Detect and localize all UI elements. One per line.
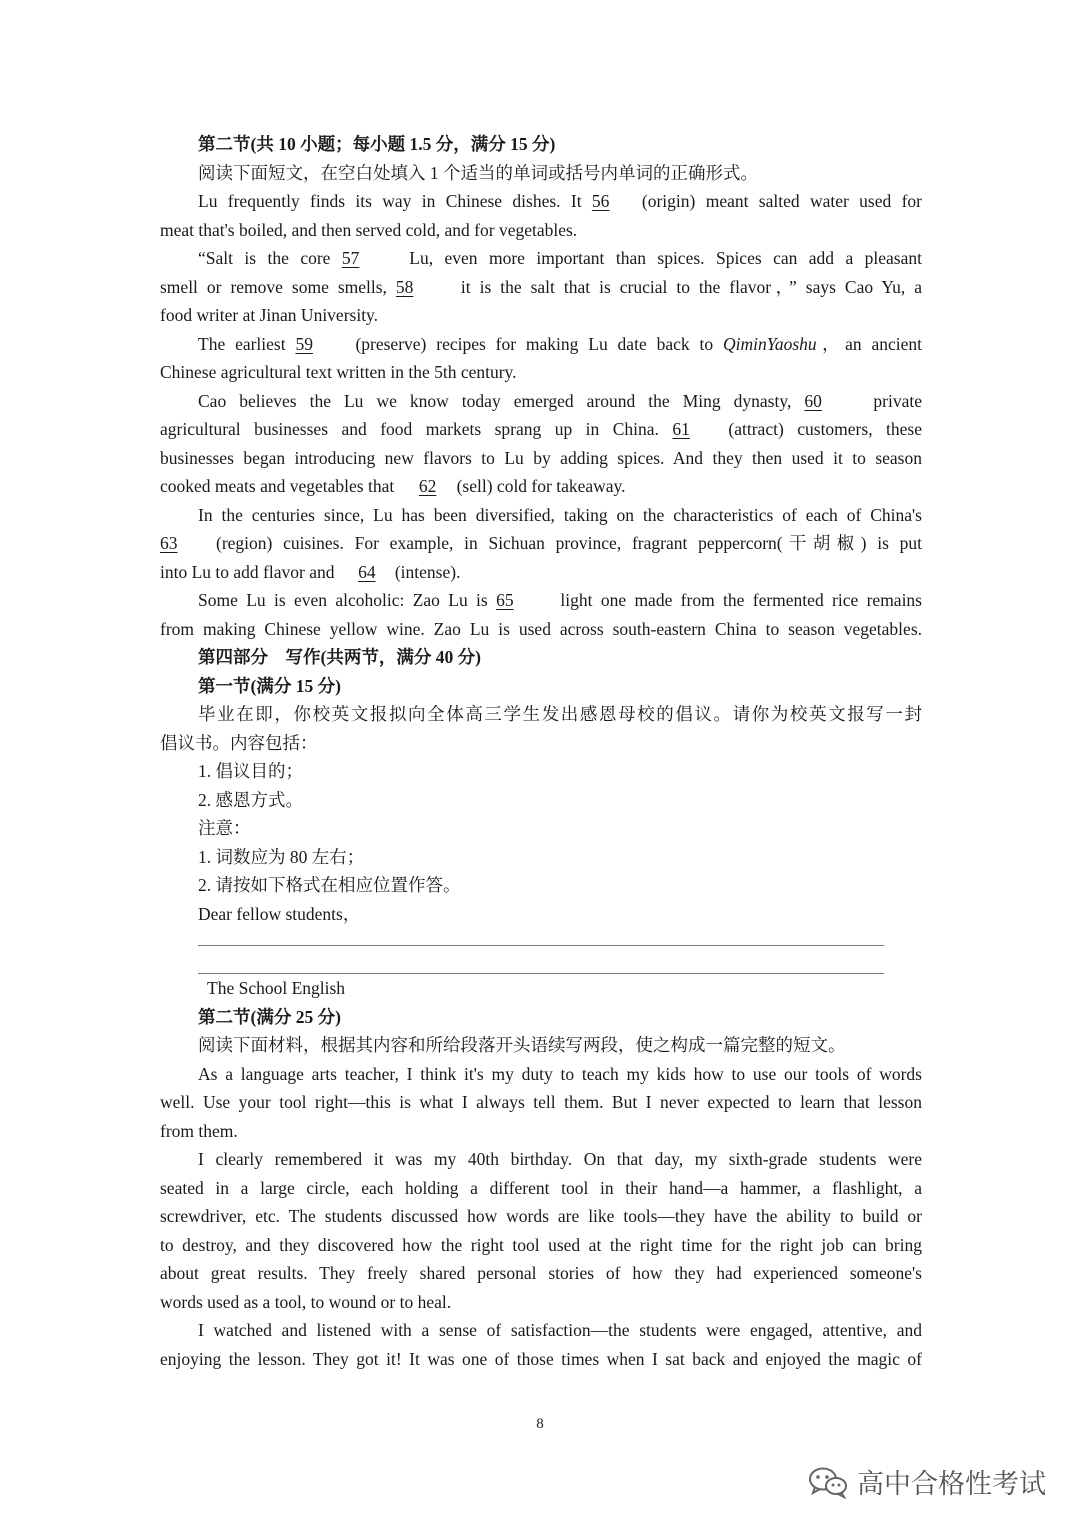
- blank-59: 59: [295, 333, 313, 354]
- paragraph-line: to destroy, and they discovered how the right tool used at the right time for the right job can bring: [160, 1234, 922, 1255]
- list-item: 1. 词数应为 80 左右；: [198, 846, 365, 867]
- paragraph-line: screwdriver, etc. The students discussed how words are like tools—they have the ability to build or: [160, 1206, 922, 1226]
- notes-label: 注意：: [198, 818, 251, 838]
- instruction: 阅读下面材料，根据其内容和所给段落开头语续写两段，使之构成一篇完整的短文。: [198, 1035, 846, 1055]
- section-heading: 第二节(满分 25 分): [198, 1006, 341, 1027]
- watermark-text: 高中合格性考试: [857, 1469, 1046, 1500]
- paragraph-line: In the centuries since, Lu has been diversified, taking on the characteristics of each of China's: [198, 504, 922, 525]
- paragraph-line: enjoying the lesson. They got it! It was one of those times when I sat back and enjoyed the magic of: [160, 1348, 922, 1369]
- blank-60: 60: [804, 390, 822, 411]
- part-heading: 第四部分 写作(共两节，满分 40 分): [198, 647, 481, 667]
- paragraph-line: Some Lu is even alcoholic: Zao Lu is 65 light one made from the fermented rice remains: [160, 586, 922, 615]
- greeting: Dear fellow students，: [198, 903, 361, 924]
- instruction: 倡议书。内容包括：: [160, 732, 318, 753]
- paragraph-line: The earliest 59 (preserve) recipes for making Lu date back to QiminYaoshu，an ancient: [160, 330, 922, 359]
- blank-61: 61: [672, 419, 690, 439]
- instruction: 毕业在即，你校英文报拟向全体高三学生发出感恩母校的倡议。请你为校英文报写一封: [198, 704, 922, 724]
- paragraph-line: 63 (region) cuisines. For example, in Sichuan province, fragrant peppercorn(干胡椒) is put: [160, 529, 922, 558]
- paragraph-line: “Salt is the core 57 Lu, even more important than spices. Spices can add a pleasant: [160, 244, 922, 273]
- blank-57: 57: [341, 248, 360, 268]
- document-page: [160, 130, 922, 1373]
- paragraph-line: agricultural businesses and food markets sprang up in China. 61 (attract) customers, these: [160, 415, 922, 444]
- page-number: 8: [536, 1416, 544, 1432]
- paragraph-line: from them.: [160, 1120, 238, 1141]
- paragraph-line: As a language arts teacher, I think it's my duty to teach my kids how to use our tools of words: [198, 1063, 922, 1084]
- paragraph-line: meat that's boiled, and then served cold, and for vegetables.: [160, 219, 578, 240]
- paragraph-line: food writer at Jinan University.: [160, 305, 379, 325]
- answer-line: [198, 946, 884, 974]
- paragraph-line: I watched and listened with a sense of satisfaction—the students were engaged, attentive, and: [198, 1320, 922, 1340]
- section-heading: 第二节(共 10 小题；每小题 1.5 分，满分 15 分): [198, 134, 556, 154]
- paragraph-line: well. Use your tool right—this is what I always tell them. But I never expected to learn that lesson: [160, 1092, 922, 1112]
- blank-63: 63: [160, 533, 178, 553]
- paragraph-line: about great results. They freely shared personal stories of how they had experienced someone's: [160, 1263, 922, 1283]
- paragraph-line: Cao believes the Lu we know today emerged around the Ming dynasty, 60 private: [160, 387, 922, 416]
- list-item: 2. 请按如下格式在相应位置作答。: [198, 875, 461, 895]
- answer-line: [198, 928, 884, 946]
- paragraph-line: into Lu to add flavor and 64 (intense).: [160, 558, 922, 587]
- blank-62: 62: [418, 476, 437, 496]
- blank-58: 58: [395, 276, 414, 297]
- paragraph-line: Chinese agricultural text written in the 5th century.: [160, 362, 517, 382]
- paragraph-line: Lu frequently finds its way in Chinese dishes. It 56 (origin) meant salted water used for: [160, 187, 922, 216]
- wechat-icon: [807, 1465, 849, 1499]
- section-heading: 第一节(满分 15 分): [198, 675, 341, 696]
- blank-65: 65: [496, 590, 514, 610]
- blank-64: 64: [358, 561, 376, 582]
- paragraph-line: words used as a tool, to wound or to heal.: [160, 1291, 452, 1312]
- signature: The School English: [207, 978, 346, 998]
- watermark: [807, 1462, 1046, 1501]
- list-item: 2. 感恩方式。: [198, 789, 303, 810]
- paragraph-line: businesses began introducing new flavors to Lu by adding spices. And they then used it to season: [160, 447, 922, 468]
- paragraph-line: from making Chinese yellow wine. Zao Lu is used across south-eastern China to season vegetables.: [160, 618, 922, 639]
- instruction: 阅读下面短文，在空白处填入 1 个适当的单词或括号内单词的正确形式。: [198, 162, 758, 183]
- list-item: 1. 倡议目的；: [198, 761, 303, 781]
- paragraph-line: cooked meats and vegetables that 62 (sell) cold for takeaway.: [160, 472, 922, 501]
- paragraph-line: seated in a large circle, each holding a different tool in their hand—a hammer, a flashlight, a: [160, 1177, 922, 1198]
- paragraph-line: smell or remove some smells, 58 it is the salt that is crucial to the flavor，” says Cao Yu, a: [160, 273, 922, 302]
- blank-56: 56: [591, 191, 610, 211]
- paragraph-line: I clearly remembered it was my 40th birthday. On that day, my sixth-grade students were: [198, 1149, 922, 1169]
